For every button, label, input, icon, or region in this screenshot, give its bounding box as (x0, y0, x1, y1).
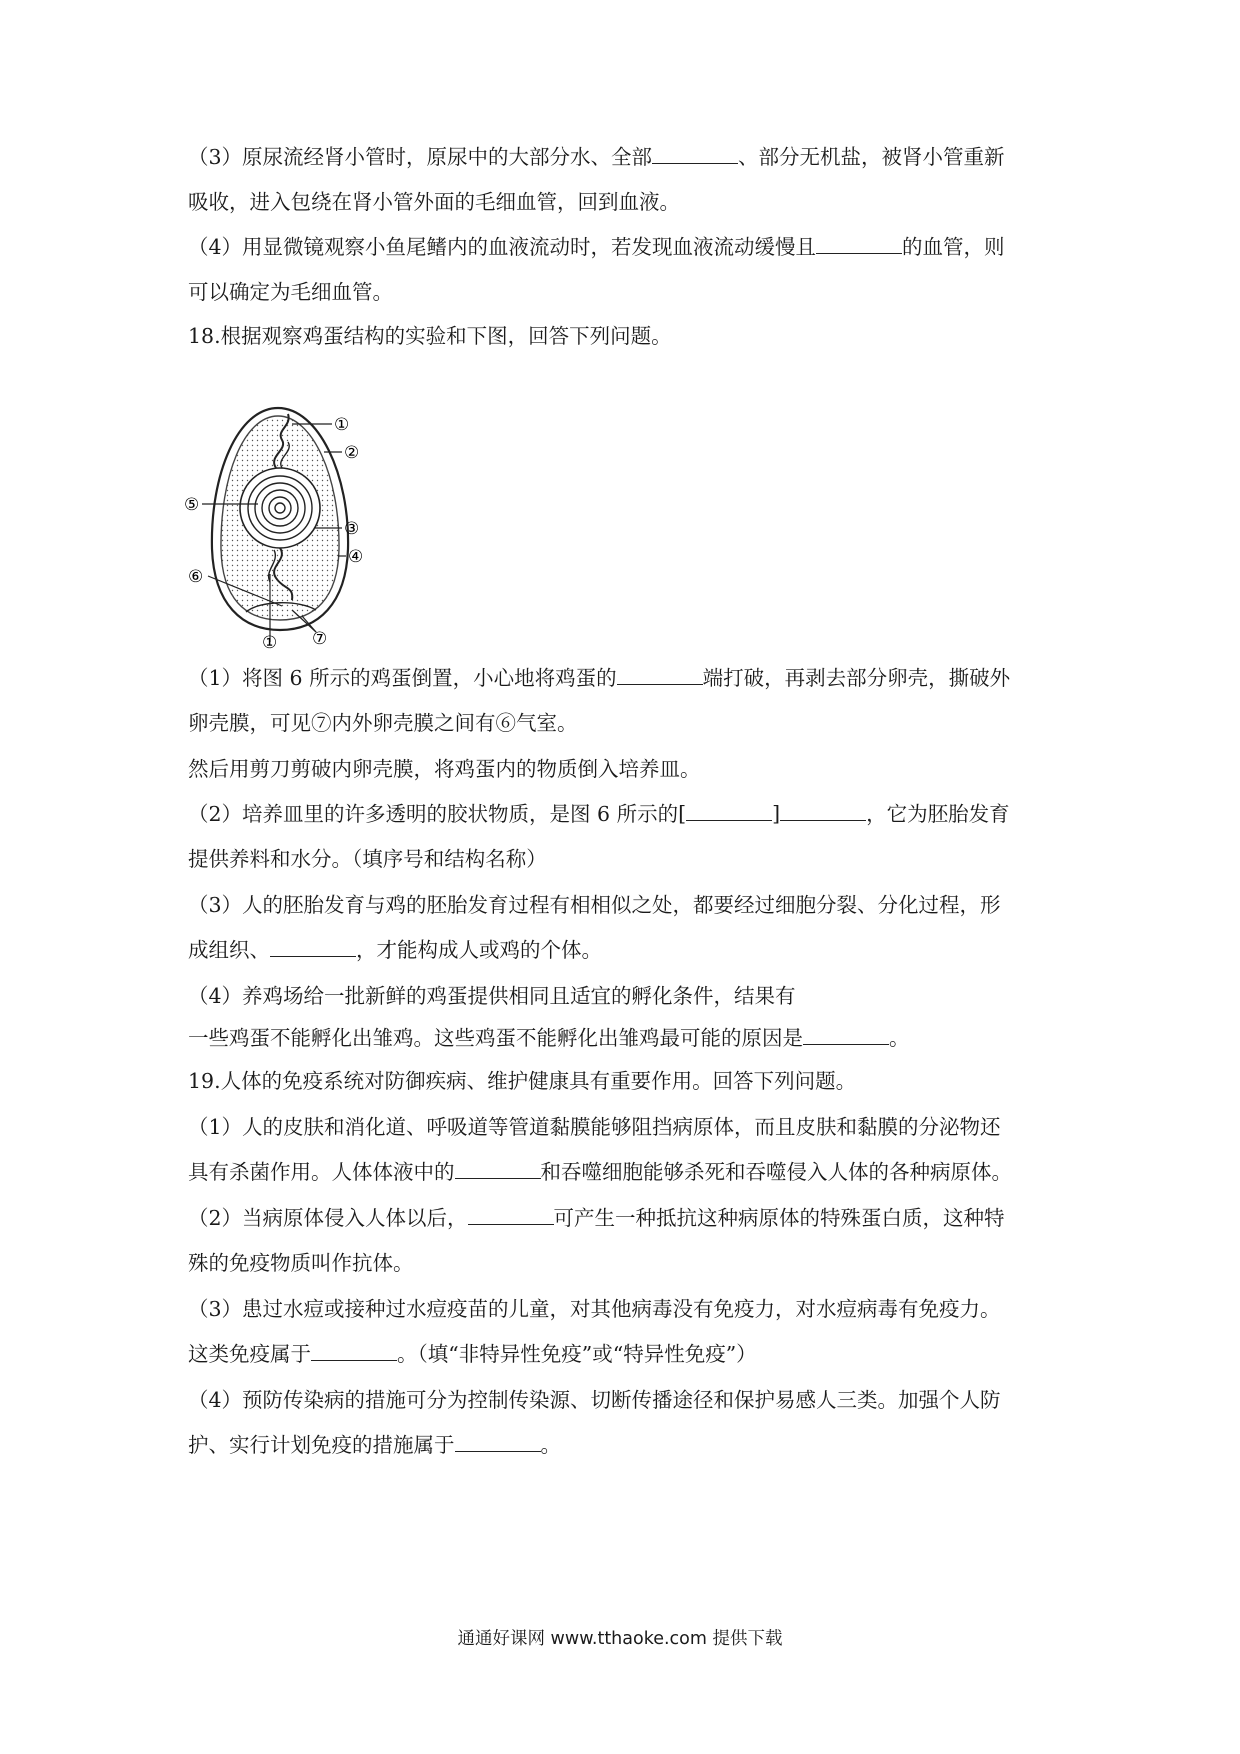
q17-part3-line1: （3）原尿流经肾小管时，原尿中的大部分水、全部 、部分无机盐，被肾小管重新 (188, 145, 1005, 169)
figure-label: ③ (344, 519, 360, 539)
q18-part2-line1: （2）培养皿里的许多透明的胶状物质，是图 6 所示的[ ] ，它为胚胎发育 (188, 802, 1010, 826)
q18-part4-line2: 一些鸡蛋不能孵化出雏鸡。这些鸡蛋不能孵化出雏鸡最可能的原因是 。 (188, 1026, 910, 1050)
answer-blank[interactable] (455, 1433, 541, 1452)
q19-part4-line2: 护、实行计划免疫的措施属于 。 (188, 1433, 561, 1457)
q19-part2-line1: （2）当病原体侵入人体以后， 可产生一种抵抗这种病原体的特殊蛋白质，这种特 (188, 1206, 1005, 1230)
answer-blank[interactable] (686, 802, 772, 821)
figure-label: ⑦ (312, 629, 328, 649)
answer-blank[interactable] (455, 1160, 541, 1179)
q19-part1-line2: 具有杀菌作用。人体体液中的 和吞噬细胞能够杀死和吞噬侵入人体的各种病原体。 (188, 1160, 1012, 1184)
q17-part4-line1: （4）用显微镜观察小鱼尾鳍内的血液流动时，若发现血液流动缓慢且 的血管，则 (188, 235, 1005, 259)
q18-part1-line3: 然后用剪刀剪破内卵壳膜，将鸡蛋内的物质倒入培养皿。 (188, 757, 701, 781)
page-footer: 通通好课网 www.tthaoke.com 提供下载 (457, 1629, 783, 1649)
figure-label: ① (334, 415, 350, 435)
figure-label: ② (344, 443, 360, 463)
figure-label: ① (262, 633, 278, 653)
answer-blank[interactable] (617, 666, 703, 685)
answer-blank[interactable] (652, 145, 738, 164)
q19-part1-line1: （1）人的皮肤和消化道、呼吸道等管道黏膜能够阻挡病原体，而且皮肤和黏膜的分泌物还 (188, 1115, 1001, 1139)
answer-blank[interactable] (468, 1206, 554, 1225)
q17-part3-line2: 吸收，进入包绕在肾小管外面的毛细血管，回到血液。 (188, 190, 680, 214)
egg-diagram (184, 404, 420, 653)
answer-blank[interactable] (311, 1342, 397, 1361)
figure-label: ④ (348, 547, 364, 567)
q18-part3-line2: 成组织、 ，才能构成人或鸡的个体。 (188, 938, 602, 962)
answer-blank[interactable] (270, 938, 356, 957)
answer-blank[interactable] (803, 1026, 889, 1045)
figure-label: ⑤ (184, 495, 200, 515)
q18-part4-line1: （4）养鸡场给一批新鲜的鸡蛋提供相同且适宜的孵化条件，结果有 (188, 984, 796, 1008)
q19-title: 19.人体的免疫系统对防御疾病、维护健康具有重要作用。回答下列问题。 (188, 1069, 857, 1093)
q17-part4-line2: 可以确定为毛细血管。 (188, 280, 393, 304)
egg-structure-figure (184, 404, 420, 653)
q18-part1-line2: 卵壳膜，可见⑦内外卵壳膜之间有⑥气室。 (188, 711, 578, 735)
q19-part4-line1: （4）预防传染病的措施可分为控制传染源、切断传播途径和保护易感人三类。加强个人防 (188, 1388, 1001, 1412)
q18-part2-line2: 提供养料和水分。（填序号和结构名称） (188, 847, 547, 871)
q19-part2-line2: 殊的免疫物质叫作抗体。 (188, 1251, 414, 1275)
figure-label: ⑥ (188, 567, 204, 587)
q18-part1-line1: （1）将图 6 所示的鸡蛋倒置，小心地将鸡蛋的 端打破，再剥去部分卵壳，撕破外 (188, 666, 1011, 690)
q19-part3-line1: （3）患过水痘或接种过水痘疫苗的儿童，对其他病毒没有免疫力，对水痘病毒有免疫力。 (188, 1297, 1001, 1321)
answer-blank[interactable] (780, 802, 866, 821)
q18-part3-line1: （3）人的胚胎发育与鸡的胚胎发育过程有相相似之处，都要经过细胞分裂、分化过程，形 (188, 893, 1001, 917)
q19-part3-line2: 这类免疫属于 。（填“非特异性免疫”或“特异性免疫”） (188, 1342, 757, 1366)
q18-title: 18.根据观察鸡蛋结构的实验和下图，回答下列问题。 (188, 324, 672, 348)
answer-blank[interactable] (816, 235, 902, 254)
